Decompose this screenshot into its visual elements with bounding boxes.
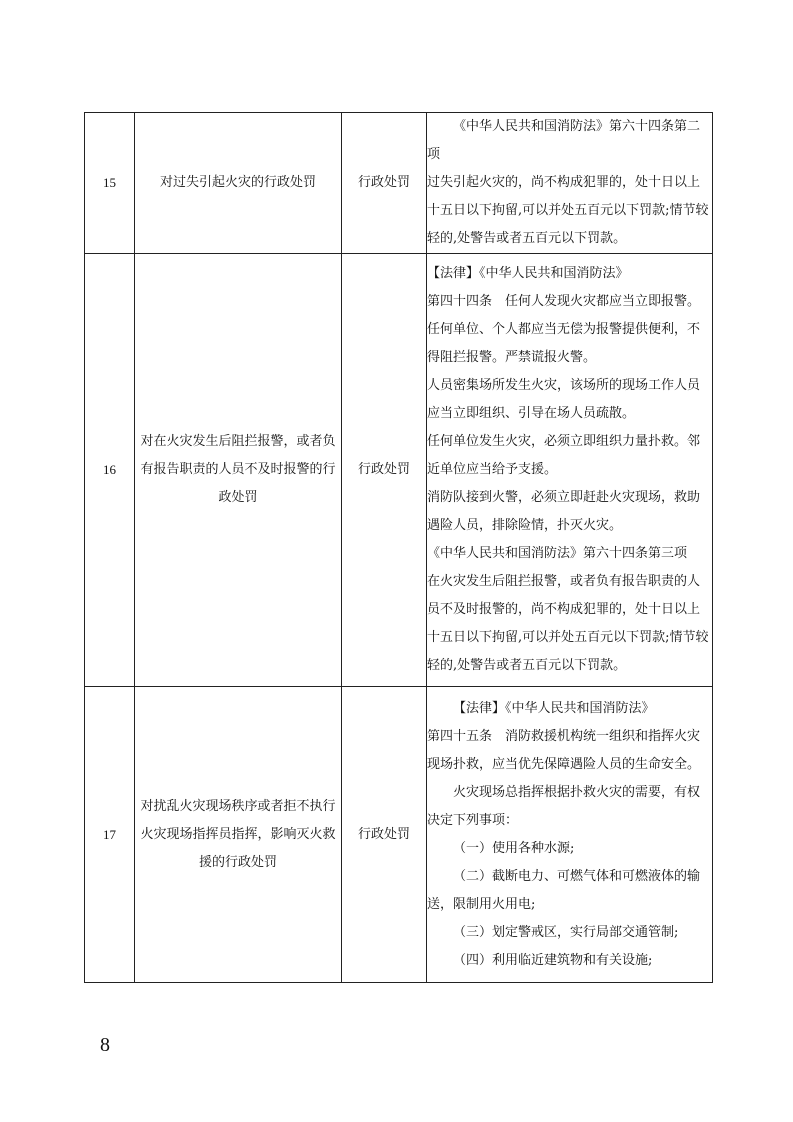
basis-paragraph: 在火灾发生后阻拦报警，或者负有报告职责的人员不及时报警的，尚不构成犯罪的，处十日以上十五日以下拘留,可以并处五百元以下罚款;情节较轻的,处警告或者五百元以下罚款。 (427, 574, 709, 673)
legal-basis (427, 254, 713, 687)
legal-basis (427, 113, 713, 254)
basis-paragraph: （一）使用各种水源; (453, 840, 575, 856)
basis-paragraph: （二）截断电力、可燃气体和可燃液体的输送，限制用火用电; (427, 868, 701, 912)
table-row (85, 254, 713, 687)
basis-paragraph: 消防队接到火警，必须立即赶赴火灾现场，救助遇险人员，排除险情，扑灭火灾。 (427, 490, 701, 533)
basis-paragraph: （四）利用临近建筑物和有关设施; (453, 952, 653, 968)
row-number: 16 (85, 254, 135, 687)
item-category: 行政处罚 (342, 113, 427, 254)
basis-paragraph: 过失引起火灾的，尚不构成犯罪的，处十日以上十五日以下拘留,可以并处五百元以下罚款;情节较轻的,处警告或者五百元以下罚款。 (427, 175, 709, 246)
basis-paragraph: 人员密集场所发生火灾，该场所的现场工作人员应当立即组织、引导在场人员疏散。 (427, 378, 701, 421)
basis-paragraph: （三）划定警戒区，实行局部交通管制; (453, 924, 679, 940)
item-name: 对扰乱火灾现场秩序或者拒不执行火灾现场指挥员指挥，影响灭火救援的行政处罚 (135, 687, 342, 983)
item-category: 行政处罚 (342, 254, 427, 687)
penalty-table (84, 112, 713, 983)
basis-paragraph: 《中华人民共和国消防法》第六十四条第二项 (427, 119, 701, 162)
basis-paragraph: 【法律】《中华人民共和国消防法》 (427, 266, 629, 281)
table-row (85, 687, 713, 983)
table-row (85, 113, 713, 254)
legal-basis (427, 687, 713, 983)
page-number: 8 (100, 1034, 110, 1056)
basis-paragraph: 第四十五条 消防救援机构统一组织和指挥火灾现场扑救，应当优先保障遇险人员的生命安全。 (427, 728, 701, 772)
basis-paragraph: 《中华人民共和国消防法》第六十四条第三项 (427, 546, 688, 561)
basis-paragraph: 任何单位发生火灾，必须立即组织力量扑救。邻近单位应当给予支援。 (427, 434, 701, 477)
row-number: 17 (85, 687, 135, 983)
basis-paragraph: 第四十四条 任何人发现火灾都应当立即报警。任何单位、个人都应当无偿为报警提供便利，不得阻拦报警。严禁谎报火警。 (427, 294, 701, 365)
item-name: 对在火灾发生后阻拦报警，或者负有报告职责的人员不及时报警的行政处罚 (135, 254, 342, 687)
item-category: 行政处罚 (342, 687, 427, 983)
row-number: 15 (85, 113, 135, 254)
basis-paragraph: 火灾现场总指挥根据扑救火灾的需要，有权决定下列事项： (427, 784, 701, 828)
item-name: 对过失引起火灾的行政处罚 (135, 113, 342, 254)
basis-paragraph: 【法律】《中华人民共和国消防法》 (453, 700, 655, 716)
